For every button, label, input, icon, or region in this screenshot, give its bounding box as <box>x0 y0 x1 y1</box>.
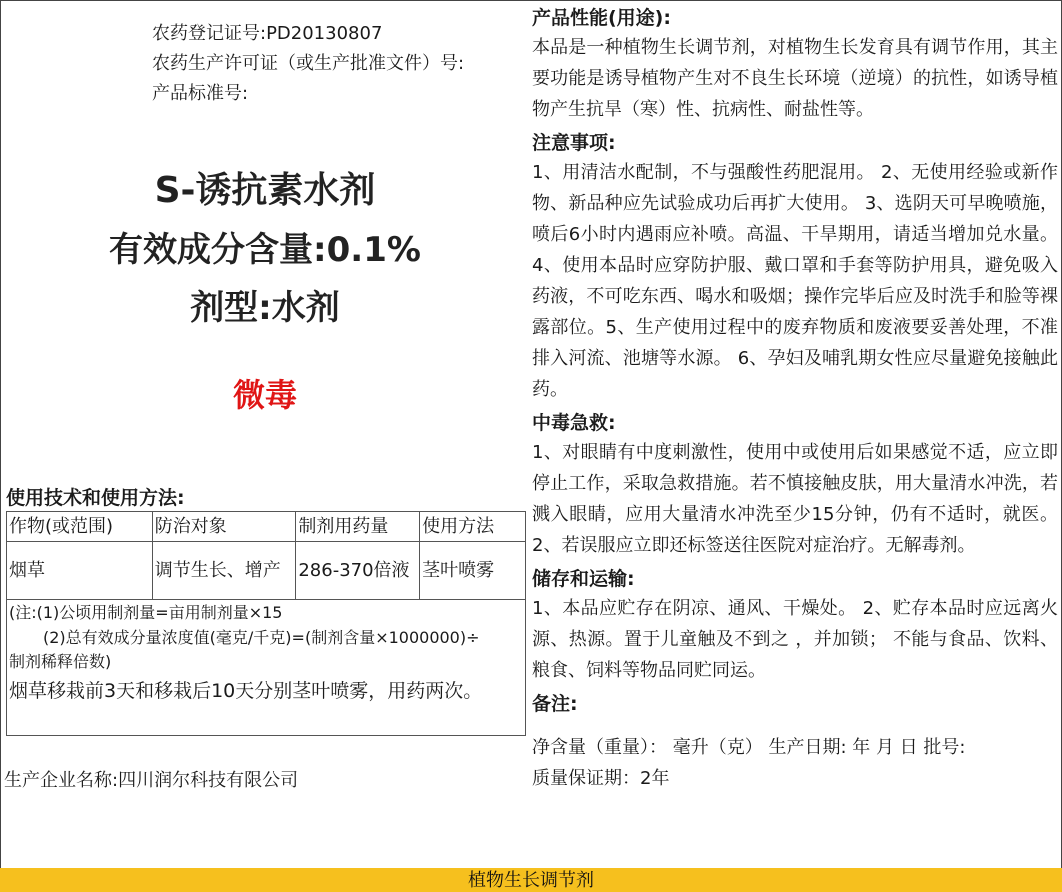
storage-title: 储存和运输: <box>532 568 635 590</box>
column-header: 制剂用药量 <box>296 512 420 542</box>
storage-text: 1、本品应贮存在阴凉、通风、干燥处。 2、贮存本品时应远离火源、热源。置于儿童触及不到之 ，并加锁； 不能与食品、饮料、粮食、饲料等物品同贮同运。 <box>532 598 1058 681</box>
toxicity-label: 微毒 <box>232 376 297 414</box>
footer-bar: 植物生长调节剂 <box>0 868 1062 892</box>
right-column <box>532 4 1058 794</box>
shelf-life: 质量保证期：2年 <box>532 768 670 789</box>
note-line: (注:(1)公顷用制剂量=亩用制剂量×15 <box>9 603 283 622</box>
first-aid-title: 中毒急救: <box>532 412 616 434</box>
precautions-title: 注意事项: <box>532 132 616 154</box>
table-cell: 286-370倍液 <box>296 542 420 600</box>
application-timing: 烟草移栽前3天和移栽后10天分别茎叶喷雾，用药两次。 <box>9 680 483 702</box>
formulation: 剂型:水剂 <box>190 288 340 328</box>
product-standard: 产品标准号: <box>152 83 249 104</box>
precautions-text: 1、用清洁水配制，不与强酸性药肥混用。 2、无使用经验或新作物、新品种应先试验成功后再扩大使用。 3、选阴天可早晚喷施，喷后6小时内遇雨应补喷。高温、干旱期用，请适当增加兑水量。 4、使用本品时应穿防护服、戴口罩和手套等防护用具，避免吸入药液，不可吃东西、喝水和吸烟；操作完毕后应及时洗手和脸等裸露部位。5、生产使用过程中的废弃物质和废液要妥善处理，不准排入河流、池塘等水源。 6、孕妇及哺乳期女性应尽量避免接触此药。 <box>532 162 1058 400</box>
first-aid-text: 1、对眼睛有中度刺激性，使用中或使用后如果感觉不适，应立即停止工作，采取急救措施。若不慎接触皮肤，用大量清水冲洗，若溅入眼睛，应用大量清水冲洗至少15分钟，仍有不适时，就医。2、若误服应立即还标签送往医院对症治疗。无解毒剂。 <box>532 442 1058 556</box>
table-row <box>7 542 526 600</box>
net-content-line: 净含量（重量）： 毫升（克） 生产日期: 年 月 日 批号: <box>532 737 966 758</box>
usage-table <box>6 511 526 600</box>
manufacturer: 生产企业名称:四川润尔科技有限公司 <box>4 770 299 791</box>
table-cell: 茎叶喷雾 <box>420 542 526 600</box>
table-cell: 调节生长、增产 <box>152 542 296 600</box>
performance-text: 本品是一种植物生长调节剂，对植物生长发育具有调节作用，其主要功能是诱导植物产生对不良生长环境（逆境）的抗性，如诱导植物产生抗旱（寒）性、抗病性、耐盐性等。 <box>532 37 1058 120</box>
performance-title: 产品性能(用途): <box>532 7 671 29</box>
usage-heading: 使用技术和使用方法: <box>6 487 185 509</box>
product-name: S-诱抗素水剂 <box>154 170 376 211</box>
column-header: 使用方法 <box>420 512 526 542</box>
active-content: 有效成分含量:0.1% <box>109 230 421 270</box>
column-header: 防治对象 <box>152 512 296 542</box>
registration-number: 农药登记证号:PD20130807 <box>152 23 383 44</box>
table-header-row <box>7 512 526 542</box>
note-line: 制剂稀释倍数) <box>9 652 112 671</box>
column-header: 作物(或范围) <box>7 512 153 542</box>
production-license: 农药生产许可证（或生产批准文件）号: <box>152 53 465 74</box>
usage-notes <box>6 600 526 736</box>
remarks-title: 备注: <box>532 693 578 715</box>
note-line: (2)总有效成分量浓度值(毫克/千克)=(制剂含量×1000000)÷ <box>43 628 480 647</box>
table-cell: 烟草 <box>7 542 153 600</box>
